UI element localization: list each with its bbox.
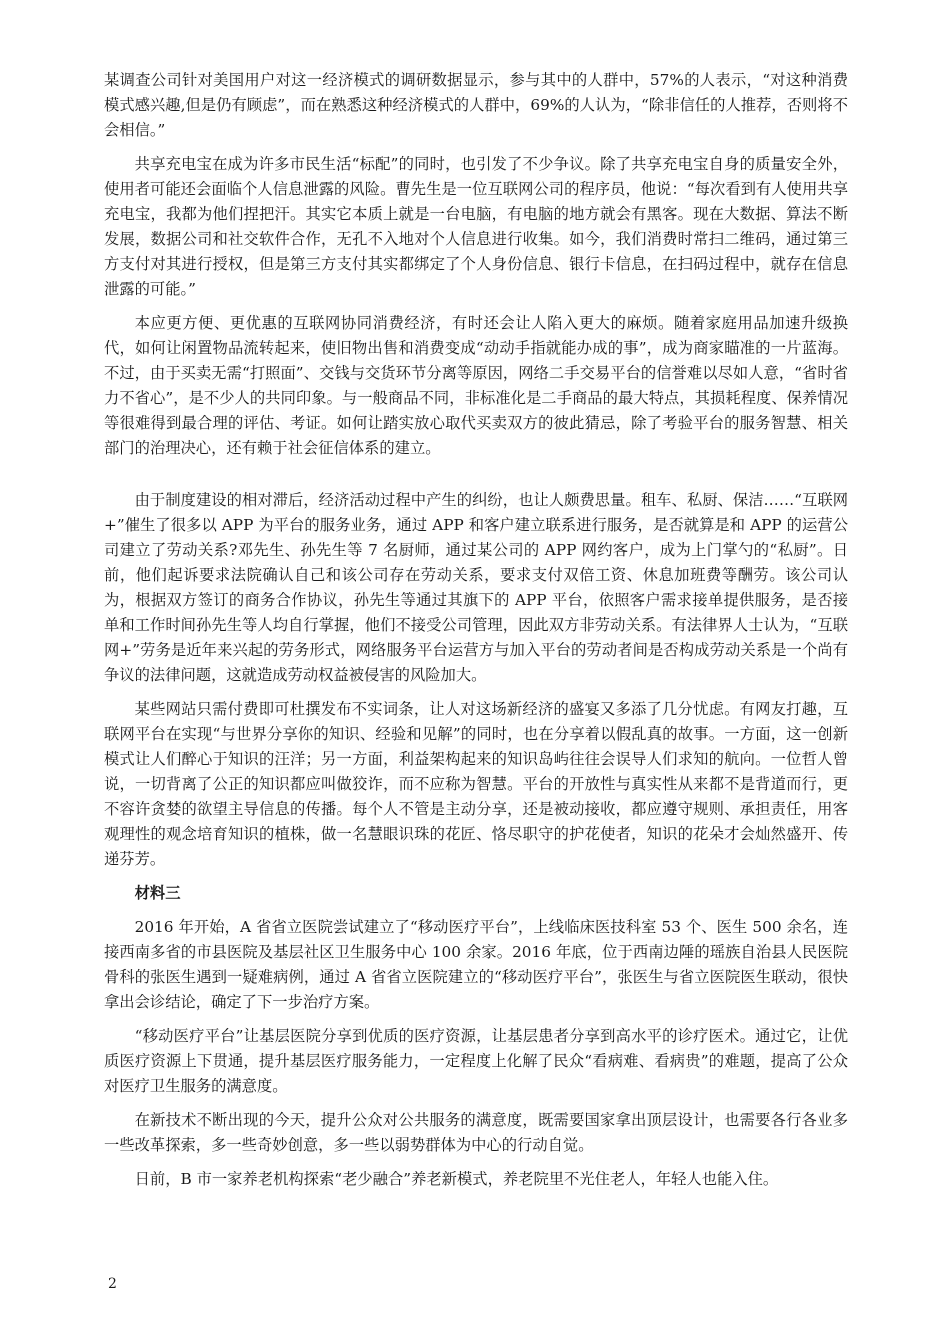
paragraph-gap (104, 470, 848, 488)
paragraph-knowledge-sharing: 某些网站只需付费即可杜撰发布不实词条，让人对这场新经济的盛宴又多添了几分忧虑。有网友打趣，互联网平台在实现“与世界分享你的知识、经验和见解”的同时，也在分享着以假乱真的故事。一方面，这一创新模式让人们醉心于知识的汪洋；另一方面，利益架构起来的知识岛屿往往会误导人们求知的航向。一位哲人曾说，一切背离了公正的知识都应叫做狡诈，而不应称为智慧。平台的开放性与真实性从来都不是背道而行，更不容许贪婪的欲望主导信息的传播。每个人不管是主动分享，还是被动接收，都应遵守规则、承担责任，用客观理性的观念培育知识的植株，做一名慧眼识珠的花匠、恪尽职守的护花使者，知识的花朵才会灿然盛开、传递芬芳。 (104, 700, 848, 868)
paragraph-public-satisfaction: 在新技术不断出现的今天，提升公众对公共服务的满意度，既需要国家拿出顶层设计，也需要各行各业多一些改革探索，多一些奇妙创意，多一些以弱势群体为中心的行动自觉。 (104, 1111, 848, 1154)
paragraph-second-hand-trading: 本应更方便、更优惠的互联网协同消费经济，有时还会让人陷入更大的麻烦。随着家庭用品加速升级换代，如何让闲置物品流转起来，使旧物出售和消费变成“动动手指就能办成的事”，成为商家瞄准的一片蓝海。不过，由于买卖无需“打照面”、交钱与交货环节分离等原因，网络二手交易平台的信誉难以尽如人意，“省时省力不省心”，是不少人的共同印象。与一般商品不同，非标准化是二手商品的最大特点，其损耗程度、保养情况等很难得到最合理的评估、考证。如何让踏实放心取代买卖双方的彼此猜忌，除了考验平台的服务智慧、相关部门的治理决心，还有赖于社会征信体系的建立。 (104, 314, 848, 457)
paragraph-power-bank: 共享充电宝在成为许多市民生活“标配”的同时，也引发了不少争议。除了共享充电宝自身的质量安全外，使用者可能还会面临个人信息泄露的风险。曹先生是一位互联网公司的程序员，他说：“每次看到有人使用共享充电宝，我都为他们捏把汗。其实它本质上就是一台电脑，有电脑的地方就会有黑客。现在大数据、算法不断发展，数据公司和社交软件合作，无孔不入地对个人信息进行收集。如今，我们消费时常扫二维码，通过第三方支付对其进行授权，但是第三方支付其实都绑定了个人身份信息、银行卡信息，在扫码过程中，就存在信息泄露的可能。” (104, 155, 848, 298)
page-number: 2 (108, 1276, 117, 1292)
paragraph-medical-resources: “移动医疗平台”让基层医院分享到优质的医疗资源，让基层患者分享到高水平的诊疗医术。通过它，让优质医疗资源上下贯通，提升基层医疗服务能力，一定程度上化解了民众“看病难、看病贵”的难题，提高了公众对医疗卫生服务的满意度。 (104, 1027, 848, 1095)
paragraph-labor-relations: 由于制度建设的相对滞后，经济活动过程中产生的纠纷，也让人颇费思量。租车、私厨、保洁……“互联网+”催生了很多以 APP 为平台的服务业务，通过 APP 和客户建立联系进行服务，是否就算是和 APP 的运营公司建立了劳动关系?邓先生、孙先生等 7 名厨师，通过某公司的 APP 网约客户，成为上门掌勺的“私厨”。日前，他们起诉要求法院确认自己和该公司存在劳动关系，要求支付双倍工资、休息加班费等酬劳。该公司认为，根据双方签订的商务合作协议，孙先生等通过其旗下的 APP 平台，依照客户需求接单提供服务，是否接单和工作时间孙先生等人均自行掌握，他们不接受公司管理，因此双方非劳动关系。有法律界人士认为，“互联网+”劳务是近年来兴起的劳务形式，网络服务平台运营方与加入平台的劳动者间是否构成劳动关系是一个尚有争议的法律问题，这就造成劳动权益被侵害的风险加大。 (104, 491, 848, 684)
paragraph-survey-data: 某调查公司针对美国用户对这一经济模式的调研数据显示，参与其中的人群中，57%的人表示，“对这种消费模式感兴趣,但是仍有顾虑”，而在熟悉这种经济模式的人群中，69%的人认为，“除非信任的人推荐，否则将不会相信。” (104, 71, 848, 139)
paragraph-elderly-care: 日前，B 市一家养老机构探索“老少融合”养老新模式，养老院里不光住老人，年轻人也能入住。 (134, 1170, 779, 1188)
section-heading-material-three: 材料三 (134, 884, 181, 902)
paragraph-mobile-medical-platform: 2016 年开始，A 省省立医院尝试建立了“移动医疗平台”，上线临床医技科室 53 个、医生 500 余名，连接西南多省的市县医院及基层社区卫生服务中心 100 余家。2016 年底，位于西南边陲的瑶族自治县人民医院骨科的张医生遇到一疑难病例，通过 A 省省立医院建立的“移动医疗平台”，张医生与省立医院医生联动，很快拿出会诊结论，确定了下一步治疗方案。 (104, 918, 848, 1011)
document-page (104, 68, 848, 1201)
